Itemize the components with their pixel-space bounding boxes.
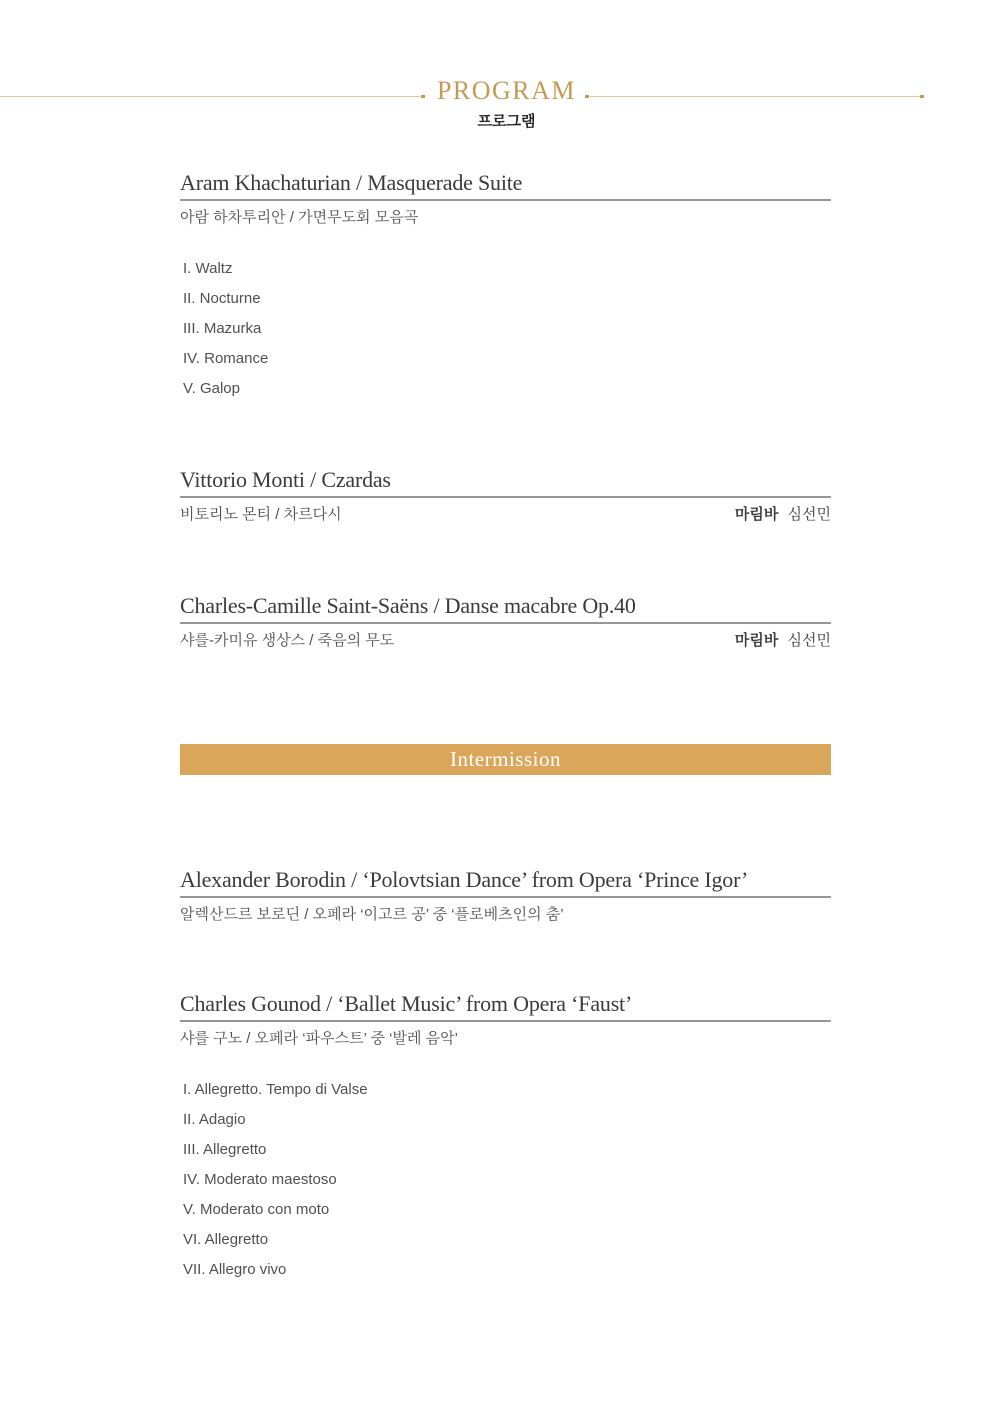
program-item-saint-saens [180,592,831,650]
program-item-borodin [180,866,831,924]
movement-item: I. Waltz [183,260,233,277]
program-item-khachaturian [180,169,831,404]
movement-item: V. Galop [183,380,240,397]
program-item-title: Charles-Camille Saint-Saëns / Danse macabre Op.40 [180,592,831,624]
program-item-subtitle-ko: 샤를-카미유 생상스 / 죽음의 무도 [180,632,395,649]
movement-item: III. Allegretto [183,1141,267,1158]
program-item-title: Aram Khachaturian / Masquerade Suite [180,169,831,201]
program-item-gounod [180,990,831,1285]
movement-list [180,254,831,404]
performer [735,632,831,650]
page-title-korean: 프로그램 [477,113,536,130]
movement-item: VII. Allegro vivo [183,1261,287,1278]
program-item-subtitle-ko: 비토리노 몬티 / 차르다시 [180,506,342,523]
performer-instrument: 마림바 [734,632,779,649]
movement-item: II. Adagio [183,1111,246,1128]
program-item-monti [180,466,831,524]
movement-item: IV. Romance [183,350,269,367]
program-item-title: Alexander Borodin / ‘Polovtsian Dance’ from Opera ‘Prince Igor’ [180,866,831,898]
performer-instrument: 마림바 [734,506,779,523]
performer-name: 심선민 [787,632,831,649]
intermission-banner: Intermission [180,744,831,775]
movement-item: II. Nocturne [183,290,261,307]
page-title: PROGRAM [436,76,577,105]
program-item-title: Charles Gounod / ‘Ballet Music’ from Opera ‘Faust’ [180,990,831,1022]
movement-item: VI. Allegretto [183,1231,269,1248]
performer [735,506,831,524]
program-item-title: Vittorio Monti / Czardas [180,466,831,498]
movement-item: IV. Moderato maestoso [183,1171,337,1188]
movement-list [180,1075,831,1285]
movement-item: I. Allegretto. Tempo di Valse [183,1081,368,1098]
program-item-subtitle-ko: 샤를 구노 / 오페라 ‘파우스트’ 중 ‘발레 음악’ [180,1030,458,1047]
movement-item: V. Moderato con moto [183,1201,330,1218]
program-item-subtitle-ko: 알렉산드르 보로딘 / 오페라 ‘이고르 공’ 중 ‘플로베츠인의 춤’ [180,906,564,923]
program-item-subtitle-ko: 아람 하차투리안 / 가면무도회 모음곡 [180,209,419,226]
movement-item: III. Mazurka [183,320,262,337]
performer-name: 심선민 [787,506,831,523]
